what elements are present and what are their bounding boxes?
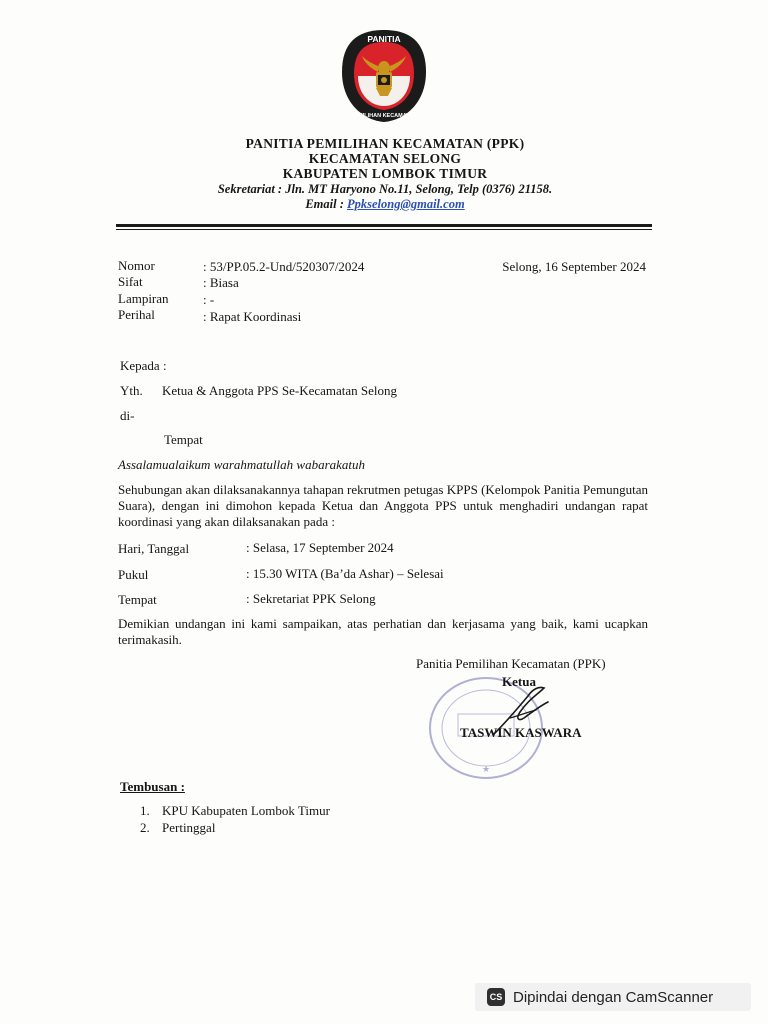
tembusan-item-number: 1. xyxy=(140,803,150,818)
sifat-value: : Biasa xyxy=(203,275,239,290)
schedule-place-label: Tempat xyxy=(118,592,157,607)
letterhead-district: KECAMATAN SELONG xyxy=(308,151,462,166)
lampiran-label: Lampiran xyxy=(118,291,169,306)
di-label: di- xyxy=(120,408,135,423)
signature-org: Panitia Pemilihan Kecamatan (PPK) xyxy=(416,656,606,671)
camscanner-text: Dipindai dengan CamScanner xyxy=(513,988,714,1006)
yth-label: Yth. xyxy=(120,383,143,398)
letterhead-org: PANITIA PEMILIHAN KECAMATAN (PPK) xyxy=(245,136,525,151)
logo-text-top: PANITIA xyxy=(367,34,401,44)
nomor-value: : 53/PP.05.2-Und/520307/2024 xyxy=(203,259,365,274)
paragraph-intro: Sehubungan akan dilaksanakannya tahapan rekrutmen petugas KPPS (Kelompok Panitia Pemungutan Suara), dengan ini dimohon kepada Ketua dan Anggota PPS untuk menghadiri undangan rapat koordinasi yang akan dilaksanakan pada : xyxy=(118,482,648,529)
kepada-label: Kepada : xyxy=(120,358,167,373)
tembusan-title: Tembusan : xyxy=(120,779,185,794)
perihal-value: : Rapat Koordinasi xyxy=(203,309,302,324)
tembusan-item-text: KPU Kabupaten Lombok Timur xyxy=(162,803,330,818)
svg-text:★: ★ xyxy=(481,764,491,774)
camscanner-icon: CS xyxy=(487,988,505,1006)
ppk-logo xyxy=(340,28,428,124)
schedule-time-label: Pukul xyxy=(118,567,149,582)
recipient-name: Ketua & Anggota PPS Se-Kecamatan Selong xyxy=(162,383,398,398)
nomor-label: Nomor xyxy=(118,258,155,273)
letterhead-address: Sekretariat : Jln. MT Haryono No.11, Selong, Telp (0376) 21158. xyxy=(217,182,553,196)
logo-text-bottom: PEMILIHAN KECAMATAN xyxy=(350,113,418,119)
letterhead-email-line xyxy=(120,197,650,212)
signature-name: TASWIN KASWARA xyxy=(460,725,582,740)
greeting: Assalamualaikum warahmatullah wabarakatuh xyxy=(118,457,366,472)
header-rule-thin xyxy=(116,229,652,230)
email-link[interactable]: Ppkselong@gmail.com xyxy=(346,197,465,211)
perihal-label: Perihal xyxy=(118,307,155,322)
email-label: Email : xyxy=(305,197,347,211)
tembusan-item-number: 2. xyxy=(140,820,150,835)
sifat-label: Sifat xyxy=(118,274,143,289)
tembusan-item-text: Pertinggal xyxy=(162,820,216,835)
schedule-place-value: : Sekretariat PPK Selong xyxy=(246,591,376,606)
header-rule-thick xyxy=(116,224,652,227)
schedule-day-value: : Selasa, 17 September 2024 xyxy=(246,540,394,555)
tembusan-item xyxy=(140,803,330,819)
camscanner-watermark xyxy=(475,983,751,1011)
place-date: Selong, 16 September 2024 xyxy=(502,259,646,274)
paragraph-closing: Demikian undangan ini kami sampaikan, atas perhatian dan kerjasama yang baik, kami ucapkan terimakasih. xyxy=(118,616,648,647)
tembusan-item xyxy=(140,820,215,836)
letterhead-regency: KABUPATEN LOMBOK TIMUR xyxy=(282,166,488,181)
signature-role: Ketua xyxy=(502,674,536,689)
schedule-time-value: : 15.30 WITA (Ba’da Ashar) – Selesai xyxy=(246,566,444,581)
tempat-label: Tempat xyxy=(164,432,203,447)
lampiran-value: : - xyxy=(203,292,215,307)
schedule-day-label: Hari, Tanggal xyxy=(118,541,190,556)
